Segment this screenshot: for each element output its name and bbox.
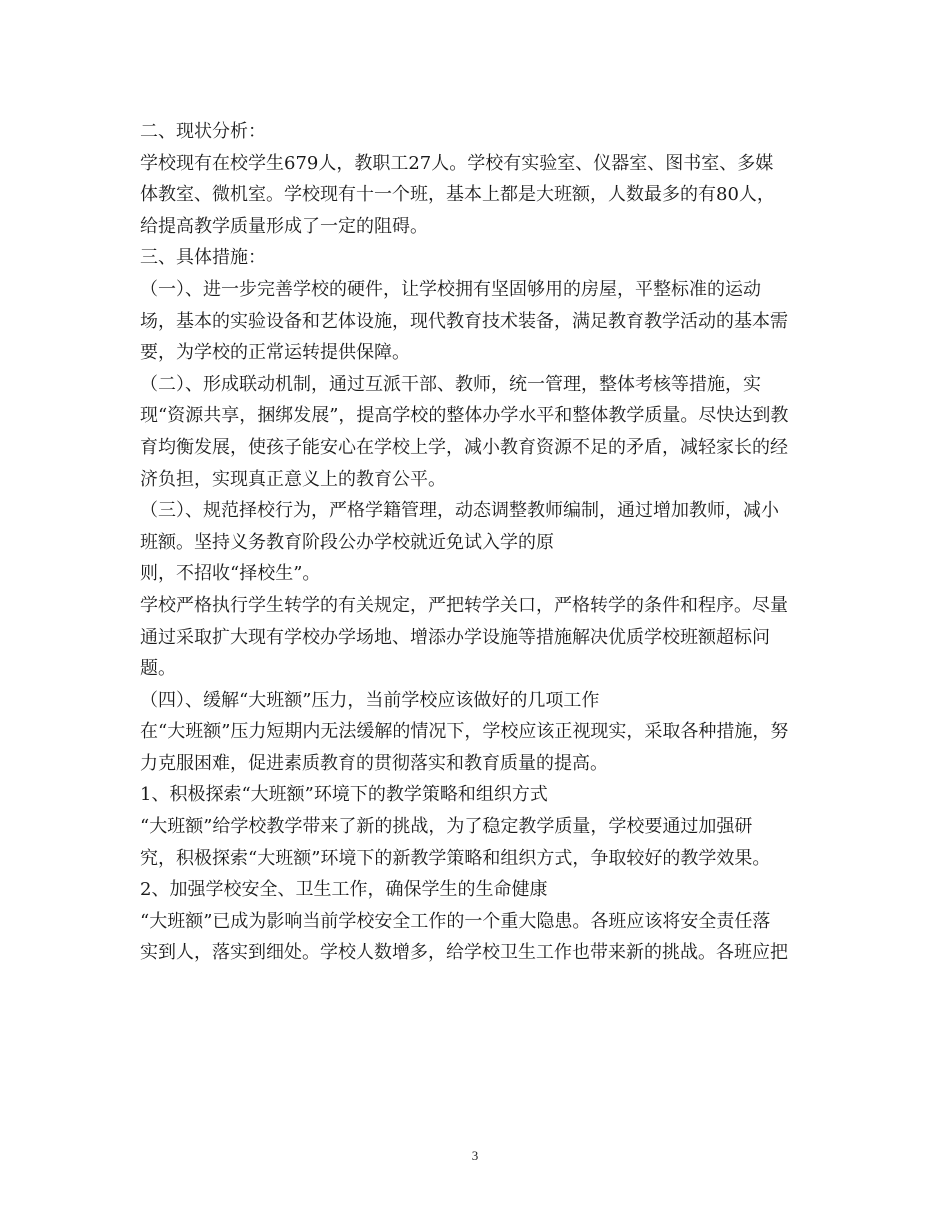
text-line: （二）、形成联动机制，通过互派干部、教师，统一管理，整体考核等措施，实: [140, 373, 761, 395]
text-line: 在“大班额”压力短期内无法缓解的情况下，学校应该正视现实，采取各种措施，努: [140, 721, 789, 743]
text-line: 场，基本的实验设备和艺体设施，现代教育技术装备，满足教育教学活动的基本需: [140, 310, 788, 332]
text-line: （四）、缓解“大班额”压力，当前学校应该做好的几项工作: [140, 689, 600, 711]
text-line: 力克服困难，促进素质教育的贯彻落实和教育质量的提高。: [140, 752, 608, 774]
text-line: 给提高教学质量形成了一定的阻碍。: [140, 215, 428, 237]
text-line: 学校现有在校学生679人，教职工27人。学校有实验室、仪器室、图书室、多媒: [140, 152, 774, 174]
text-line: 通过采取扩大现有学校办学场地、增添办学设施等措施解决优质学校班额超标问: [140, 626, 770, 648]
text-line: 1、积极探索“大班额”环境下的教学策略和组织方式: [140, 784, 548, 806]
text-line: 2、加强学校安全、卫生工作，确保学生的生命健康: [140, 879, 548, 901]
page-number: 3: [471, 1148, 479, 1163]
text-line: （三）、规范择校行为，严格学籍管理，动态调整教师编制，通过增加教师，减小: [140, 500, 779, 522]
text-line: “大班额”已成为影响当前学校安全工作的一个重大隐患。各班应该将安全责任落: [140, 910, 771, 932]
text-line: 体教室、微机室。学校现有十一个班，基本上都是大班额，人数最多的有80人，: [140, 184, 775, 206]
text-line: 要，为学校的正常运转提供保障。: [140, 342, 410, 364]
text-line: 三、具体措施：: [140, 247, 266, 269]
text-line: 现“资源共享，捆绑发展”，提高学校的整体办学水平和整体教学质量。尽快达到教: [140, 405, 789, 427]
text-line: 育均衡发展，使孩子能安心在学校上学，减小教育资源不足的矛盾，减轻家长的经: [140, 436, 788, 458]
text-line: 则，不招收“择校生”。: [140, 563, 321, 585]
text-line: 班额。坚持义务教育阶段公办学校就近免试入学的原: [140, 531, 554, 553]
text-line: 题。: [140, 658, 176, 680]
text-line: “大班额”给学校教学带来了新的挑战，为了稳定教学质量，学校要通过加强研: [140, 816, 753, 838]
text-line: 学校严格执行学生转学的有关规定，严把转学关口，严格转学的条件和程序。尽量: [140, 594, 788, 616]
text-line: 究，积极探索“大班额”环境下的新教学策略和组织方式，争取较好的教学效果。: [140, 847, 771, 869]
text-line: （一）、进一步完善学校的硬件，让学校拥有坚固够用的房屋，平整标准的运动: [140, 278, 761, 300]
text-line: 二、现状分析：: [140, 121, 266, 142]
text-line: 实到人，落实到细处。学校人数增多，给学校卫生工作也带来新的挑战。各班应把: [140, 942, 788, 964]
text-line: 济负担，实现真正意义上的教育公平。: [140, 468, 446, 490]
document-body: [140, 116, 820, 969]
